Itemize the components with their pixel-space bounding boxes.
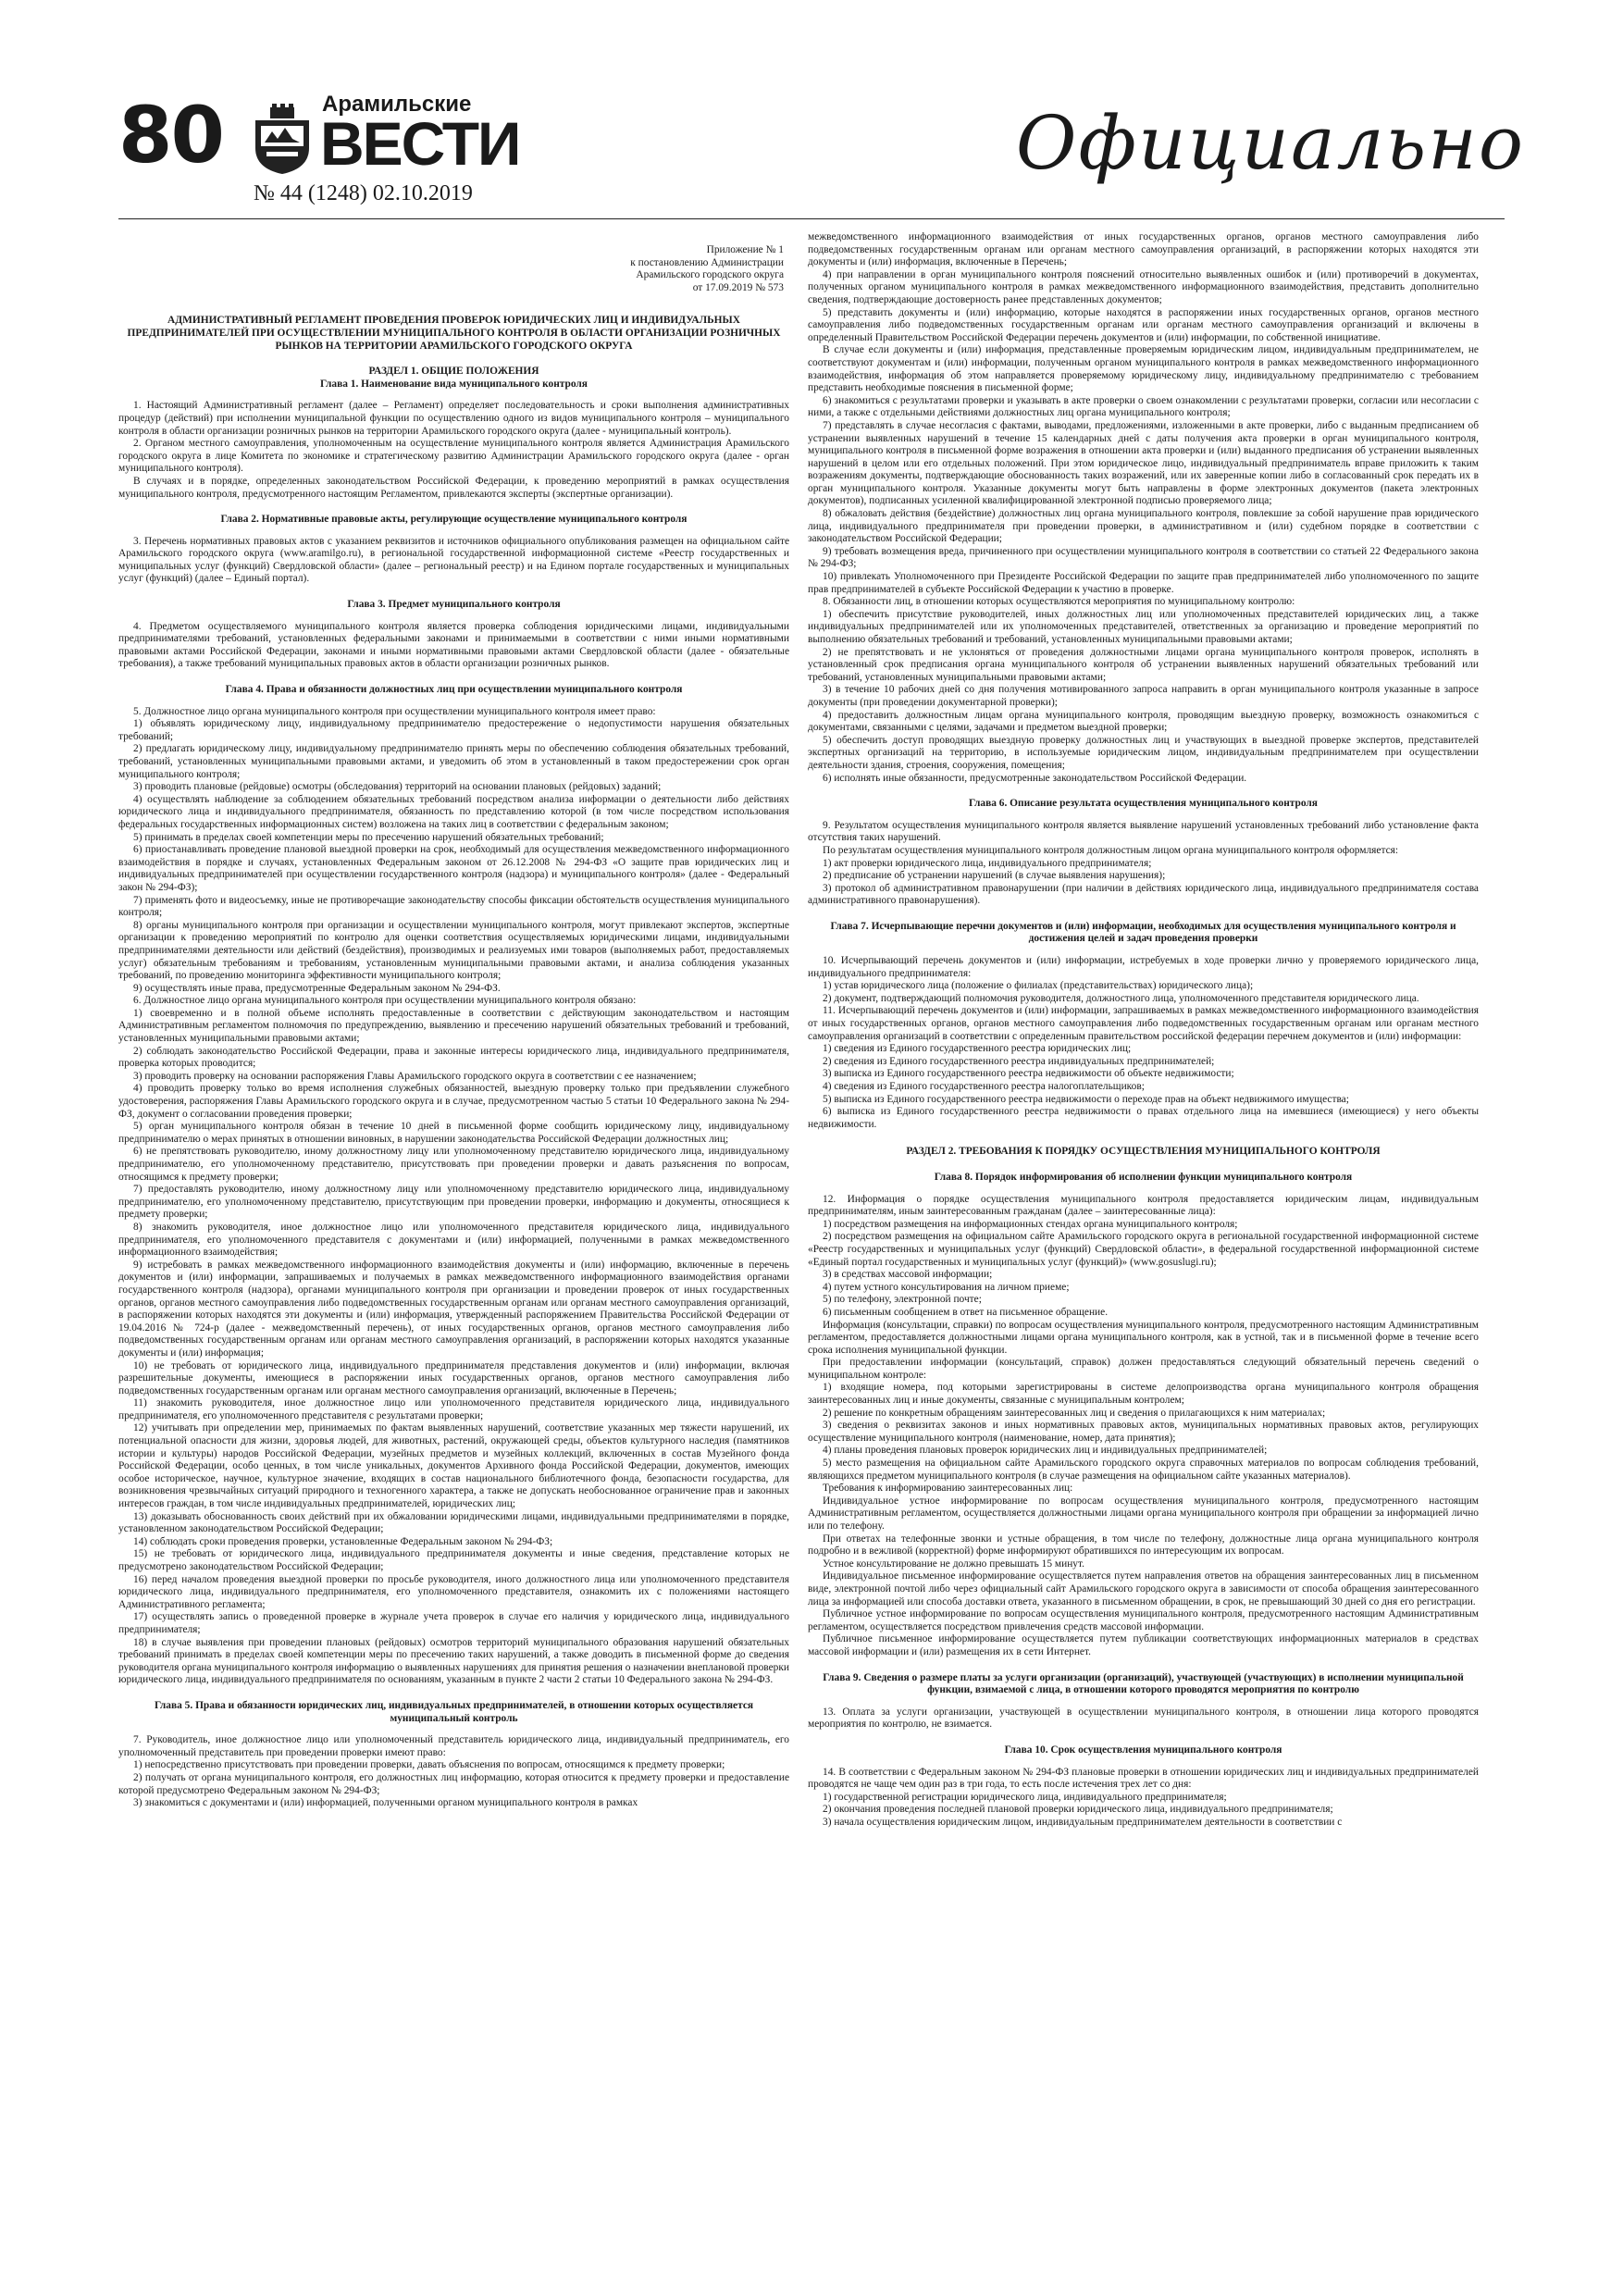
- paragraph: Публичное письменное информирование осуществляется путем публикации соответствующих информационных материалов в средствах массовой информации и (или) размещения их в сети Интернет.: [808, 1633, 1479, 1657]
- article-columns: [118, 231, 1505, 2267]
- issue-info: № 44 (1248) 02.10.2019: [254, 181, 473, 205]
- appendix-line: от 17.09.2019 № 573: [692, 281, 784, 293]
- paragraph: 4) планы проведения плановых проверок юридических лиц и индивидуальных предпринимателей;: [823, 1445, 1268, 1457]
- masthead: [118, 90, 1525, 213]
- paragraph: 12. Информация о порядке осуществления муниципального контроля предоставляется юридическим лицам, индивидуальным предпринимателям, иным заинтересованным гражданам (далее – заинтересованные лица):: [808, 1193, 1479, 1218]
- chapter-heading: Глава 5. Права и обязанности юридических лиц, индивидуальных предпринимателей, в отношении которых осуществляется муниципальный контроль: [154, 1699, 754, 1724]
- paragraph: 7) представлять в случае несогласия с фактами, выводами, предложениями, изложенными в акте проверки, либо с выданным предписанием об устранении выявленных нарушений в течение 15 календарных дней с даты получения акта проверки в орган муниципального контроля, муниципального контроля в письменной форме возражения в отношении акта проверки и (или) выданного предписания об устранении выявленных нарушений в целом или его отдельных положений. При этом юридическое лицо, индивидуальный предприниматель вправе приложить к таким возражениям документы, подтверждающие обоснованность таких возражений, или их заверенные копии либо в согласованный срок передать их в орган муниципального контроля. Указанные документы могут быть направлены в форме электронных документов (пакета электронных документов), подписанных усиленной квалифицированной электронной подписью проверяемого лица;: [808, 419, 1479, 507]
- paragraph: 6) знакомиться с результатами проверки и указывать в акте проверки о своем ознакомлении с результатами проверки, согласии или несогласии с ними, а также с отдельными действиями должностных лиц органа муниципального контроля;: [808, 394, 1479, 419]
- chapter-heading: Глава 4. Права и обязанности должностных лиц при осуществлении муниципального контроля: [225, 684, 683, 696]
- paragraph: 1) непосредственно присутствовать при проведении проверки, давать объяснения по вопросам, относящимся к предмету проверки;: [133, 1759, 725, 1771]
- paragraph: 11. Исчерпывающий перечень документов и (или) информации, запрашиваемых в рамках межведомственного информационного взаимодействия от иных государственных органов, органов местного самоуправления либо подведомственных государственным органам или органам местного самоуправления организаций в соответствии с определенным правительством российской федерации перечнем документов и (или) информации:: [808, 1005, 1479, 1042]
- paragraph: 1) посредством размещения на информационных стендах органа муниципального контроля;: [823, 1218, 1238, 1230]
- paragraph: 12) учитывать при определении мер, принимаемых по фактам выявленных нарушений, соответствие указанных мер тяжести нарушений, их потенциальной опасности для жизни, здоровья людей, для животных, растений, окружающей среды, объектов культурного наследия (памятников истории и культуры) народов Российской Федерации, музейных предметов и музейных коллекций, включенных в состав Музейного фонда Российской Федерации, особо ценных, в том числе уникальных, документов Архивного фонда Российской Федерации, документов, имеющих особое историческое, научное, культурное значение, входящих в состав национального библиотечного фонда, безопасности государства, для возникновения чрезвычайных ситуаций природного и техногенного характера, а также не допускать необоснованное ограничение прав и законных интересов граждан, в том числе индивидуальных предпринимателей, юридических лиц;: [118, 1422, 789, 1510]
- paragraph: 15) не требовать от юридического лица, индивидуального предпринимателя документы и иные сведения, представление которых не предусмотрено законодательством Российской Федерации;: [118, 1548, 789, 1572]
- chapter-heading: Глава 8. Порядок информирования об исполнении функции муниципального контроля: [934, 1171, 1353, 1183]
- right-column: [808, 231, 1479, 2267]
- chapter-heading: Глава 3. Предмет муниципального контроля: [347, 599, 561, 611]
- paragraph: 9. Результатом осуществления муниципального контроля является выявление нарушений установленных требований либо установление факта отсутствия таких нарушений.: [808, 819, 1479, 844]
- paragraph: 5) орган муниципального контроля обязан в течение 10 дней в письменной форме сообщить юридическому лицу, индивидуальному предпринимателю о мерах принятых в отношении виновных, в нарушении законодательства Российской Федерации должностных лиц;: [118, 1121, 789, 1145]
- paragraph: 2. Органом местного самоуправления, уполномоченным на осуществление муниципального контроля является Администрация Арамильского городского округа в лице Комитета по экономике и стратегическому развитию Администрации Арамильского городского округа (далее - орган муниципального контроля).: [118, 438, 789, 475]
- appendix-line: Приложение № 1: [706, 244, 784, 255]
- paragraph: 2) предписание об устранении нарушений (в случае выявления нарушения);: [823, 870, 1166, 882]
- paragraph: 2) посредством размещения на официальном сайте Арамильского городского округа в региональной государственной информационной системе «Реестр государственных и муниципальных услуг (функций) Свердловской области», в федеральной государственной информационной системе «Единый портал государственных и муниципальных услуг (функций)» (www.gosuslugi.ru);: [808, 1231, 1479, 1268]
- paragraph: 6) не препятствовать руководителю, иному должностному лицу или уполномоченному представителю юридического лица, индивидуальному предпринимателю, его уполномоченному представителю, присутствовать при проведении проверки и давать разъяснения по вопросам, относящимся к предмету проверки;: [118, 1146, 789, 1183]
- paragraph: 6. Должностное лицо органа муниципального контроля при осуществлении муниципального контроля обязано:: [133, 995, 637, 1007]
- chapter-heading: Глава 7. Исчерпывающие перечни документов и (или) информации, необходимых для осуществления муниципального контроля и достижения целей и задач проведения проверки: [830, 920, 1456, 945]
- section-heading: РАЗДЕЛ 2. ТРЕБОВАНИЯ К ПОРЯДКУ ОСУЩЕСТВЛЕНИЯ МУНИЦИПАЛЬНОГО КОНТРОЛЯ: [906, 1146, 1381, 1158]
- paragraph: 4) предоставить должностным лицам органа муниципального контроля, проводящим выездную проверку, возможность ознакомиться с документами, связанными с целями, задачами и предметом выездной проверки;: [808, 709, 1479, 734]
- paragraph: 17) осуществлять запись о проведенной проверке в журнале учета проверок в случае его наличия у юридического лица, индивидуального предпринимателя;: [118, 1611, 789, 1635]
- paragraph: В случае если документы и (или) информация, представленные проверяемым юридическим лицом, индивидуальным предпринимателем, не соответствуют документам и (или) информации, полученным органом муниципального контроля в рамках межведомственного информационного взаимодействия, информация об этом направляется проверяемому юридическому лицу, индивидуальному предпринимателю с требованием представить необходимые пояснения в письменной форме;: [808, 344, 1479, 394]
- paragraph: 1) устав юридического лица (положение о филиалах (представительствах) юридического лица);: [823, 980, 1254, 992]
- paragraph: 3) в течение 10 рабочих дней со дня получения мотивированного запроса направить в орган муниципального контроля указанные в запросе документы (при проведении документарной проверки);: [808, 684, 1479, 708]
- header-rule: [118, 218, 1505, 219]
- chapter-heading: Глава 1. Наименование вида муниципального контроля: [320, 378, 588, 390]
- paragraph: 3) знакомиться с документами и (или) информацией, полученными органом муниципального контроля в рамках: [133, 1797, 638, 1809]
- paragraph: В случаях и в порядке, определенных законодательством Российской Федерации, к проведению мероприятий в рамках осуществления муниципального контроля, предусмотренного настоящим Регламентом, привлекаются эксперты (экспертные организации).: [118, 475, 789, 500]
- paragraph: 8) знакомить руководителя, иное должностное лицо или уполномоченного представителя юридического лица, индивидуального предпринимателя, его уполномоченного представителя с документами и (или) информацией, полученными в рамках межведомственного информационного взаимодействия;: [118, 1221, 789, 1259]
- paragraph: 1. Настоящий Административный регламент (далее – Регламент) определяет последовательность и сроки выполнения административных процедур (действий) при исполнении муниципальной функции по осуществлению одного из видов муниципального контроля – муниципального контроля в области организации розничных рынков на территории Арамильского городского округа (далее - муниципальный контроль).: [118, 400, 789, 437]
- paragraph: 5) место размещения на официальном сайте Арамильского городского округа справочных материалов по вопросам соблюдения требований, являющихся предметом муниципального контроля (в случае размещения на официальном сайте указанных материалов).: [808, 1458, 1479, 1482]
- paragraph: 1) государственной регистрации юридического лица, индивидуального предпринимателя;: [823, 1791, 1227, 1803]
- paragraph: Публичное устное информирование по вопросам осуществления муниципального контроля, предусмотренного настоящим Административным регламентом, осуществляется посредством привлечения средств массовой информации.: [808, 1608, 1479, 1632]
- paragraph: 2) соблюдать законодательство Российской Федерации, права и законные интересы юридического лица, индивидуального предпринимателя, проверка которых проводится;: [118, 1045, 789, 1070]
- logo-title-top: Арамильские: [322, 92, 472, 117]
- paragraph: 5) представить документы и (или) информацию, которые находятся в распоряжении иных государственных органов, органов местного самоуправления либо подведомственных государственным органам или органам местного самоуправления организаций и включены в определенный Правительством Российской Федерации перечень документов и (или) информации, по собственной инициативе.: [808, 306, 1479, 343]
- paragraph: Индивидуальное устное информирование по вопросам осуществления муниципального контроля, предусмотренного настоящим Административным регламентом, осуществляется должностными лицами органа муниципального контроля при обращении за информацией лично или по телефону.: [808, 1495, 1479, 1532]
- paragraph: 2) получать от органа муниципального контроля, его должностных лиц информацию, которая относится к предмету проверки и предоставление которой предусмотрено Федеральным законом № 294-ФЗ;: [118, 1771, 789, 1796]
- newspaper-logo: [248, 92, 520, 178]
- paragraph: 2) окончания проведения последней плановой проверки юридического лица, индивидуального предпринимателя;: [823, 1804, 1333, 1816]
- appendix-note: [118, 244, 784, 294]
- paragraph: 7) применять фото и видеосъемку, иные не противоречащие законодательству способы фиксации обстоятельств осуществления муниципального контроля;: [118, 894, 789, 919]
- logo-title-main: ВЕСТИ: [320, 109, 520, 178]
- page-number: 80: [118, 90, 223, 180]
- paragraph: 5. Должностное лицо органа муниципального контроля при осуществлении муниципального контроля имеет право:: [133, 705, 656, 717]
- paragraph: 3. Перечень нормативных правовых актов с указанием реквизитов и источников официального опубликования размещен на официальном сайте Арамильского городского округа (www.aramilgo.ru), в региональной государственной информационной системе «Реестр государственных и муниципальных услуг (функций) Свердловской области» (далее – региональный реестр) и на Едином портале государственных и муниципальных услуг (функций) (далее – Единый портал).: [118, 535, 789, 585]
- paragraph: 9) требовать возмещения вреда, причиненного при осуществлении муниципального контроля в соответствии со статьей 22 Федерального закона № 294-ФЗ;: [808, 545, 1479, 570]
- paragraph: 6) выписка из Единого государственного реестра недвижимости о правах отдельного лица на имевшиеся (имеющиеся) у него объекты недвижимости.: [808, 1106, 1479, 1130]
- paragraph: Требования к информированию заинтересованных лиц:: [823, 1483, 1073, 1495]
- paragraph: межведомственного информационного взаимодействия от иных государственных органов, органов местного самоуправления либо подведомственных государственным органам или органам местного самоуправления организаций, в распоряжении которых находятся эти документы и (или) информация, включенные в Перечень;: [808, 231, 1479, 268]
- paragraph: 1) своевременно и в полной объеме исполнять предоставленные в соответствии с действующим законодательством и настоящим Административным регламентом полномочия по предупреждению, выявлению и пресечению нарушений обязательных требований и требований, установленных муниципальными правовыми актами;: [118, 1007, 789, 1045]
- section-title: Официально: [1015, 100, 1525, 186]
- paragraph: 1) объявлять юридическому лицу, индивидуальному предпринимателю предостережение о недопустимости нарушения обязательных требований;: [118, 718, 789, 742]
- chapter-heading: Глава 10. Срок осуществления муниципального контроля: [1004, 1744, 1282, 1756]
- paragraph: 1) обеспечить присутствие руководителей, иных должностных лиц или уполномоченных представителей юридических лиц, а также индивидуальных предпринимателей или их уполномоченных представителей, ответственных за организацию и проведение мероприятий по выполнению обязательных требований и требований, установленных муниципальными правовыми актами;: [808, 608, 1479, 645]
- paragraph: 10) не требовать от юридического лица, индивидуального предпринимателя представления документов и (или) информации, включая разрешительные документы, имеющиеся в распоряжении иных государственных органов, органов местного самоуправления либо подведомственных государственным органам или органам местного самоуправления организаций, включенные в Перечень;: [118, 1359, 789, 1396]
- section-heading: РАЗДЕЛ 1. ОБЩИЕ ПОЛОЖЕНИЯ: [368, 366, 539, 378]
- paragraph: 5) выписка из Единого государственного реестра недвижимости о переходе прав на объект недвижимого имущества;: [823, 1093, 1349, 1105]
- paragraph: 6) письменным сообщением в ответ на письменное обращение.: [823, 1306, 1109, 1318]
- paragraph: 7) предоставлять руководителю, иному должностному лицу или уполномоченному представителю юридического лица, индивидуальному предпринимателю, его уполномоченному представителю, присутствующим при проведении проверки, информацию и документы, относящиеся к предмету проверки;: [118, 1184, 789, 1221]
- paragraph: 5) по телефону, электронной почте;: [823, 1294, 982, 1306]
- coat-of-arms-icon: [248, 104, 316, 176]
- paragraph: 8) обжаловать действия (бездействие) должностных лиц органа муниципального контроля, повлекшие за собой нарушение прав юридического лица, индивидуального предпринимателя при проведении проверки, в административном и (или) судебном порядке в соответствии с законодательством Российской Федерации;: [808, 508, 1479, 545]
- paragraph: 3) начала осуществления юридическим лицом, индивидуальным предпринимателем деятельности в соответствии с: [823, 1816, 1343, 1828]
- paragraph: 3) проводить плановые (рейдовые) осмотры (обследования) территорий на основании плановых (рейдовых) заданий;: [133, 781, 662, 793]
- paragraph: 2) предлагать юридическому лицу, индивидуальному предпринимателю принять меры по обеспечению соблюдения обязательных требований, требований, установленных муниципальными правовыми актами, и уведомить об этом в установленный в таком предостережении срок орган муниципального контроля;: [118, 743, 789, 780]
- paragraph: 2) документ, подтверждающий полномочия руководителя, должностного лица, уполномоченного представителя юридического лица.: [823, 992, 1419, 1004]
- paragraph: 4) осуществлять наблюдение за соблюдением обязательных требований посредством анализа информации о деятельности либо действиях юридического лица и индивидуального предпринимателя, обязанность по представлению которой (в том числе посредством использования федеральных государственных информационных систем) возложена на таких лиц в соответствии с федеральным законом;: [118, 793, 789, 830]
- paragraph: 13. Оплата за услуги организации, участвующей в осуществлении муниципального контроля, в отношении лица которого проводятся мероприятия по контролю, не взимается.: [808, 1706, 1479, 1731]
- paragraph: По результатам осуществления муниципального контроля должностным лицом органа муниципального контроля оформляется:: [823, 844, 1399, 856]
- paragraph: 5) принимать в пределах своей компетенции меры по пресечению нарушений обязательных требований;: [133, 831, 604, 843]
- paragraph: При ответах на телефонные звонки и устные обращения, в том числе по телефону, должностные лица органа муниципального контроля подробно и в вежливой (корректной) форме информируют обратившихся по интересующим их вопросам.: [808, 1533, 1479, 1558]
- paragraph: Индивидуальное письменное информирование осуществляется путем направления ответов на обращения заинтересованных лиц в письменном виде, электронной почтой либо через официальный сайт Арамильского городского округа в зависимости от способа обращения заинтересованного лица за информацией или способа доставки ответа, указанного в письменном обращении, в срок, не превышающий 30 дней со дня его регистрации.: [808, 1570, 1479, 1607]
- paragraph: 14) соблюдать сроки проведения проверки, установленные Федеральным законом № 294-ФЗ;: [133, 1535, 553, 1547]
- paragraph: 4) проводить проверку только во время исполнения служебных обязанностей, выездную проверку только при предъявлении служебного удостоверения, распоряжения Главы Арамильского городского округа и в случае, предусмотренном частью 5 статьи 10 Федерального закона № 294-ФЗ, документ о согласовании проведения проверки;: [118, 1083, 789, 1120]
- paragraph: 9) осуществлять иные права, предусмотренные Федеральным законом № 294-ФЗ.: [133, 982, 501, 994]
- paragraph: 10) привлекать Уполномоченного при Президенте Российской Федерации по защите прав предпринимателей либо уполномоченного по защите прав предпринимателей в субъекте Российской Федерации к участию в проверке.: [808, 571, 1479, 595]
- paragraph: 8. Обязанности лиц, в отношении которых осуществляются мероприятия по муниципальному контролю:: [823, 596, 1295, 608]
- paragraph: Устное консультирование не должно превышать 15 минут.: [823, 1558, 1084, 1570]
- paragraph: 3) протокол об административном правонарушении (при наличии в действиях юридического лица, индивидуального предпринимателя состава административного правонарушения).: [808, 882, 1479, 907]
- paragraph: 1) акт проверки юридического лица, индивидуального предпринимателя;: [823, 857, 1152, 869]
- paragraph: 14. В соответствии с Федеральным законом № 294-ФЗ плановые проверки в отношении юридических лиц и индивидуальных предпринимателей проводятся не чаще чем один раз в три года, то есть после истечения трех лет со дня:: [808, 1766, 1479, 1791]
- paragraph: 1) входящие номера, под которыми зарегистрированы в системе делопроизводства органа муниципального контроля обращения заинтересованных лиц и иные документы, связанные с муниципальным контролем;: [808, 1382, 1479, 1407]
- paragraph: 2) не препятствовать и не уклоняться от проведения должностными лицами органа муниципального контроля проверок, исполнять в установленный срок предписания органа муниципального контроля об устранении выявленных нарушений обязательных требований или требований, установленных муниципальными правовыми актами;: [808, 646, 1479, 683]
- chapter-heading: Глава 2. Нормативные правовые акты, регулирующие осуществление муниципального контроля: [220, 514, 688, 526]
- regulation-title: АДМИНИСТРАТИВНЫЙ РЕГЛАМЕНТ ПРОВЕДЕНИЯ ПРОВЕРОК ЮРИДИЧЕСКИХ ЛИЦ И ИНДИВИДУАЛЬНЫХ ПРЕДПРИНИМАТЕЛЕЙ ПРИ ОСУЩЕСТВЛЕНИИ МУНИЦИПАЛЬНОГО КОНТРОЛЯ В ОБЛАСТИ ОРГАНИЗАЦИИ РОЗНИЧНЫХ РЫНКОВ НА ТЕРРИТОРИИ АРАМИЛЬСКОГО ГОРОДСКОГО ОКРУГА: [127, 315, 781, 352]
- paragraph: 4. Предметом осуществляемого муниципального контроля является проверка соблюдения юридическими лицами, индивидуальными предпринимателями требований, установленных федеральными законами и принимаемыми в соответствии с ними иными нормативными правовыми актами Российской Федерации, законами и иными нормативными правовыми актами Свердловской области (далее - обязательные требования), а также требований муниципальных правовых актов в области организации розничных рынков.: [118, 620, 789, 670]
- paragraph: 16) перед началом проведения выездной проверки по просьбе руководителя, иного должностного лица или уполномоченного представителя юридического лица, индивидуального предпринимателя, его уполномоченного представителя, ознакомить их с положениями настоящего Административного регламента;: [118, 1573, 789, 1610]
- appendix-line: Арамильского городского округа: [636, 269, 784, 281]
- paragraph: 7. Руководитель, иное должностное лицо или уполномоченный представитель юридического лица, индивидуальный предприниматель, его уполномоченный представитель при проведении проверки имеют право:: [118, 1734, 789, 1758]
- left-column: [118, 231, 789, 2267]
- paragraph: 3) проводить проверку на основании распоряжения Главы Арамильского городского округа в соответствии с ее назначением;: [133, 1070, 697, 1082]
- paragraph: 2) решение по конкретным обращениям заинтересованных лиц и сведения о прилагающихся к ним материалах;: [823, 1407, 1326, 1419]
- paragraph: 18) в случае выявления при проведении плановых (рейдовых) осмотров территорий муниципального образования нарушений обязательных требований принимать в пределах своей компетенции меры по пресечению таких нарушений, а также доводить в письменной форме до сведения руководителя органа муниципального контроля информацию о выявленных нарушениях для принятия решения о назначении внеплановой проверки юридического лица, индивидуального предпринимателя по основаниям, указанным в пункте 2 части 2 статьи 10 Федерального закона № 294-ФЗ.: [118, 1636, 789, 1686]
- paragraph: 9) истребовать в рамках межведомственного информационного взаимодействия документы и (или) информацию, включенные в перечень документов и (или) информации, запрашиваемых и получаемых в рамках межведомственного информационного взаимодействия органами государственного контроля (надзора), органами муниципального контроля при организации и проведении проверок от иных государственных органов, органов местного самоуправления либо подведомственных государственным органам или органам местного самоуправления организаций, в распоряжении которых находятся эти документы и (или) информация, утвержденный распоряжением Правительства Российской Федерации от 19.04.2016 № 724-р (далее - межведомственный перечень), от иных государственных органов, органов местного самоуправления либо подведомственных государственным органам или органам местного самоуправления организаций, в распоряжении которых находятся указанные документы и (или) информация;: [118, 1259, 789, 1359]
- paragraph: 3) сведения о реквизитах законов и иных нормативных правовых актов, муниципальных нормативных правовых актов, регулирующих осуществление муниципального контроля (наименование, номер, дата принятия);: [808, 1420, 1479, 1444]
- paragraph: 6) приостанавливать проведение плановой выездной проверки на срок, необходимый для осуществления межведомственного информационного взаимодействия в порядке и случаях, установленных Федеральным законом от 26.12.2008 № 294-ФЗ «О защите прав юридических лиц и индивидуальных предпринимателей при осуществлении государственного контроля (надзора) и муниципального контроля» (далее - Федеральный закон № 294-ФЗ);: [118, 844, 789, 893]
- paragraph: При предоставлении информации (консультаций, справок) должен предоставляться следующий обязательный перечень сведений о муниципальном контроле:: [808, 1357, 1479, 1381]
- paragraph: 2) сведения из Единого государственного реестра индивидуальных предпринимателей;: [823, 1055, 1215, 1067]
- paragraph: 3) в средствах массовой информации;: [823, 1269, 993, 1281]
- chapter-heading: Глава 6. Описание результата осуществления муниципального контроля: [969, 798, 1318, 810]
- paragraph: 10. Исчерпывающий перечень документов и (или) информации, истребуемых в ходе проверки лично у проверяемого юридического лица, индивидуального предпринимателя:: [808, 955, 1479, 979]
- paragraph: 4) сведения из Единого государственного реестра налогоплательщиков;: [823, 1081, 1145, 1092]
- paragraph: 8) органы муниципального контроля при организации и осуществлении муниципального контроля, могут привлекают экспертов, экспертные организации к проведению мероприятий по контролю для оценки соответствия осуществляемых юридическими лицами, индивидуальными предпринимателями деятельности или действий (бездействия), производимых и реализуемых ими товаров (выполняемых работ, предоставляемых услуг) обязательным требованиям и требованиям, установленным муниципальными правовыми актами, и анализа соблюдения указанных требований, по проведению мониторинга эффективности муниципального контроля;: [118, 919, 789, 982]
- paragraph: 13) доказывать обоснованность своих действий при их обжаловании юридическими лицами, индивидуальными предпринимателями в порядке, установленном законодательством Российской Федерации;: [118, 1510, 789, 1535]
- paragraph: 5) обеспечить доступ проводящих выездную проверку должностных лиц и участвующих в выездной проверке экспертов, представителей экспертных организаций на территорию, в используемые юридическим лицом, индивидуальным предпринимателем при осуществлении деятельности здания, строения, сооружения, помещения;: [808, 734, 1479, 771]
- chapter-heading: Глава 9. Сведения о размере платы за услуги организации (организаций), участвующей (участвующих) в исполнении муниципальной функции, взимаемой с лица, в отношении которого проводятся мероприятия по контролю: [823, 1671, 1464, 1696]
- appendix-line: к постановлению Администрации: [630, 256, 784, 268]
- paragraph: 4) при направлении в орган муниципального контроля пояснений относительно выявленных ошибок и (или) противоречий в документах, полученных органом муниципального контроля в рамках межведомственного информационного взаимодействия, представить дополнительно сведения, подтверждающие достоверность ранее представленных документов;: [808, 268, 1479, 305]
- paragraph: 3) выписка из Единого государственного реестра недвижимости об объекте недвижимости;: [823, 1068, 1234, 1080]
- paragraph: 11) знакомить руководителя, иное должностное лицо или уполномоченного представителя юридического лица, индивидуального предпринимателя, его уполномоченного представителя с результатами проверки;: [118, 1397, 789, 1421]
- paragraph: 4) путем устного консультирования на личном приеме;: [823, 1281, 1070, 1293]
- paragraph: 1) сведения из Единого государственного реестра юридических лиц;: [823, 1043, 1132, 1055]
- paragraph: 6) исполнять иные обязанности, предусмотренные законодательством Российской Федерации.: [823, 772, 1247, 784]
- paragraph: Информация (консультации, справки) по вопросам осуществления муниципального контроля, предусмотренного настоящим Административным регламентом, предоставляется должностными лицами органа муниципального контроля, как в устной, так и в письменной форме в течение всего срока исполнения муниципальной функции.: [808, 1319, 1479, 1356]
